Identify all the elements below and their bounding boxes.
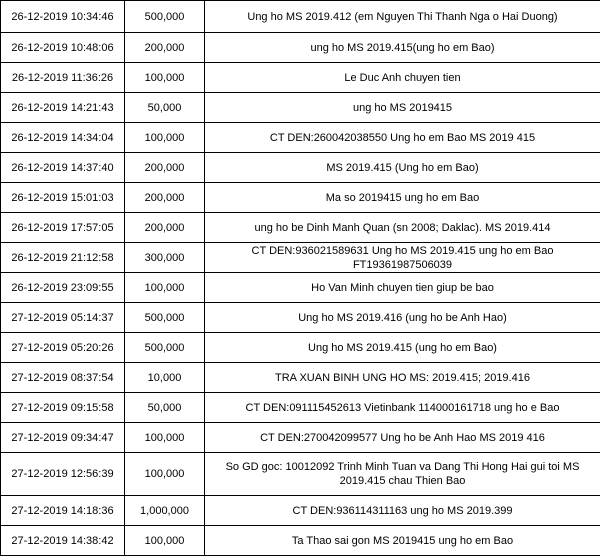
description-cell: CT DEN:091115452613 Vietinbank 114000161718 ung ho e Bao [205,393,600,423]
description-cell: Ta Thao sai gon MS 2019415 ung ho em Bao [205,526,600,556]
date-cell: 27-12-2019 09:15:58 [1,393,125,423]
description-cell: Ho Van Minh chuyen tien giup be bao [205,273,600,303]
table-row [1,496,600,526]
description-cell: ung ho MS 2019415 [205,93,600,123]
amount-cell: 300,000 [125,243,205,273]
table-row [1,33,600,63]
amount-cell: 100,000 [125,453,205,496]
date-cell: 26-12-2019 21:12:58 [1,243,125,273]
description-cell: CT DEN:936114311163 ung ho MS 2019.399 [205,496,600,526]
table-row [1,1,600,33]
amount-cell: 200,000 [125,213,205,243]
description-cell: Ung ho MS 2019.416 (ung ho be Anh Hao) [205,303,600,333]
date-cell: 27-12-2019 08:37:54 [1,363,125,393]
amount-cell: 50,000 [125,393,205,423]
date-cell: 27-12-2019 12:56:39 [1,453,125,496]
table-row [1,153,600,183]
date-cell: 26-12-2019 10:48:06 [1,33,125,63]
table-row [1,63,600,93]
date-cell: 27-12-2019 09:34:47 [1,423,125,453]
amount-cell: 100,000 [125,273,205,303]
description-cell: CT DEN:260042038550 Ung ho em Bao MS 2019 415 [205,123,600,153]
date-cell: 26-12-2019 14:34:04 [1,123,125,153]
amount-cell: 200,000 [125,33,205,63]
description-cell: ung ho MS 2019.415(ung ho em Bao) [205,33,600,63]
description-cell: ung ho be Dinh Manh Quan (sn 2008; Daklac). MS 2019.414 [205,213,600,243]
date-cell: 26-12-2019 11:36:26 [1,63,125,93]
table-row [1,526,600,556]
amount-cell: 500,000 [125,303,205,333]
table-row [1,123,600,153]
table-row [1,183,600,213]
table-row [1,393,600,423]
description-cell: Le Duc Anh chuyen tien [205,63,600,93]
description-cell: MS 2019.415 (Ung ho em Bao) [205,153,600,183]
table-row [1,243,600,273]
description-cell: Ung ho MS 2019.412 (em Nguyen Thi Thanh Nga o Hai Duong) [205,1,600,33]
date-cell: 27-12-2019 05:20:26 [1,333,125,363]
amount-cell: 50,000 [125,93,205,123]
table-row [1,93,600,123]
amount-cell: 100,000 [125,526,205,556]
date-cell: 26-12-2019 14:37:40 [1,153,125,183]
description-cell: CT DEN:936021589631 Ung ho MS 2019.415 ung ho em Bao FT19361987506039 [205,243,600,273]
amount-cell: 200,000 [125,183,205,213]
table-row [1,363,600,393]
amount-cell: 100,000 [125,63,205,93]
table-row [1,213,600,243]
date-cell: 27-12-2019 05:14:37 [1,303,125,333]
description-cell: CT DEN:270042099577 Ung ho be Anh Hao MS 2019 416 [205,423,600,453]
description-cell: TRA XUAN BINH UNG HO MS: 2019.415; 2019.416 [205,363,600,393]
amount-cell: 100,000 [125,423,205,453]
amount-cell: 500,000 [125,333,205,363]
date-cell: 26-12-2019 15:01:03 [1,183,125,213]
table-row [1,453,600,496]
description-cell: Ung ho MS 2019.415 (ung ho em Bao) [205,333,600,363]
amount-cell: 10,000 [125,363,205,393]
amount-cell: 200,000 [125,153,205,183]
table-row [1,303,600,333]
description-cell: Ma so 2019415 ung ho em Bao [205,183,600,213]
date-cell: 26-12-2019 23:09:55 [1,273,125,303]
table-row [1,273,600,303]
amount-cell: 1,000,000 [125,496,205,526]
table-row [1,333,600,363]
date-cell: 26-12-2019 10:34:46 [1,1,125,33]
table-row [1,423,600,453]
amount-cell: 500,000 [125,1,205,33]
amount-cell: 100,000 [125,123,205,153]
date-cell: 26-12-2019 17:57:05 [1,213,125,243]
description-cell: So GD goc: 10012092 Trinh Minh Tuan va Dang Thi Hong Hai gui toi MS 2019.415 chau Thien Bao [205,453,600,496]
date-cell: 27-12-2019 14:18:36 [1,496,125,526]
date-cell: 27-12-2019 14:38:42 [1,526,125,556]
date-cell: 26-12-2019 14:21:43 [1,93,125,123]
